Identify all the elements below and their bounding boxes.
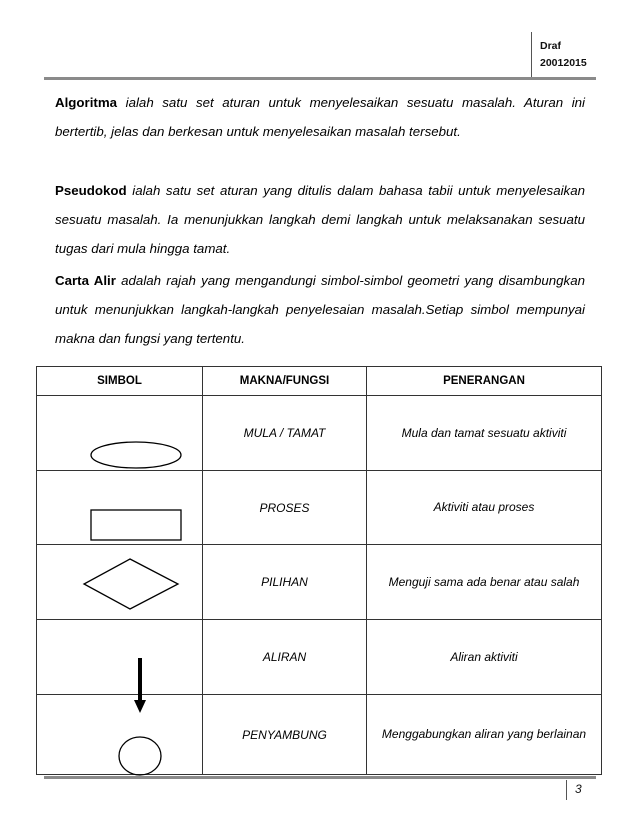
flowchart-symbol-table	[36, 366, 602, 775]
symbol-cell	[37, 471, 203, 545]
definition-algoritma: ialah satu set aturan untuk menyelesaikan sesuatu masalah. Aturan ini bertertib, jelas dan berkesan untuk menyelesaikan masalah tersebut.	[55, 95, 585, 139]
table-row	[37, 620, 602, 695]
page-number: 3	[575, 782, 582, 796]
header-makna: MAKNA/FUNGSI	[203, 367, 367, 396]
term-algoritma: Algoritma	[55, 95, 118, 110]
makna-cell: MULA / TAMAT	[203, 396, 367, 471]
header-rule	[44, 77, 596, 80]
draft-stamp	[531, 32, 592, 78]
table-header-row	[37, 367, 602, 396]
header-simbol: SIMBOL	[37, 367, 203, 396]
makna-cell: ALIRAN	[203, 620, 367, 695]
paragraph-pseudokod	[55, 176, 585, 263]
page-number-box	[566, 780, 597, 800]
draft-date: 20012015	[540, 57, 587, 69]
table-row	[37, 471, 602, 545]
diamond-icon	[82, 557, 180, 611]
penerangan-cell: Aliran aktiviti	[367, 620, 602, 695]
header-penerangan: PENERANGAN	[367, 367, 602, 396]
term-pseudokod: Pseudokod	[55, 183, 127, 198]
ellipse-icon	[89, 440, 183, 470]
symbol-cell	[37, 620, 203, 695]
definition-pseudokod: ialah satu set aturan yang ditulis dalam bahasa tabii untuk menyelesaikan sesuatu masalah. Ia menunjukkan langkah demi langkah untuk melaksanakan sesuatu tugas dari mula hingga tamat.	[55, 183, 585, 256]
term-carta-alir: Carta Alir	[55, 273, 116, 288]
paragraph-algoritma	[55, 88, 585, 146]
table-row	[37, 396, 602, 471]
makna-cell: PILIHAN	[203, 545, 367, 620]
symbol-cell	[37, 695, 203, 775]
symbol-cell	[37, 545, 203, 620]
penerangan-cell: Aktiviti atau proses	[367, 471, 602, 545]
makna-cell: PROSES	[203, 471, 367, 545]
definition-carta-alir: adalah rajah yang mengandungi simbol-simbol geometri yang disambungkan untuk menunjukkan langkah-langkah penyelesaian masalah.Setiap simbol mempunyai makna dan fungsi yang tertentu.	[55, 273, 585, 346]
footer-rule	[44, 776, 596, 779]
table-row	[37, 545, 602, 620]
table-row	[37, 695, 602, 775]
makna-cell: PENYAMBUNG	[203, 695, 367, 775]
rectangle-icon	[90, 509, 184, 543]
penerangan-cell: Mula dan tamat sesuatu aktiviti	[367, 396, 602, 471]
symbol-cell	[37, 396, 203, 471]
circle-icon	[117, 735, 163, 777]
penerangan-cell: Menguji sama ada benar atau salah	[367, 545, 602, 620]
penerangan-cell: Menggabungkan aliran yang berlainan	[367, 695, 602, 775]
draft-label: Draf	[540, 40, 562, 52]
paragraph-carta-alir	[55, 266, 585, 353]
